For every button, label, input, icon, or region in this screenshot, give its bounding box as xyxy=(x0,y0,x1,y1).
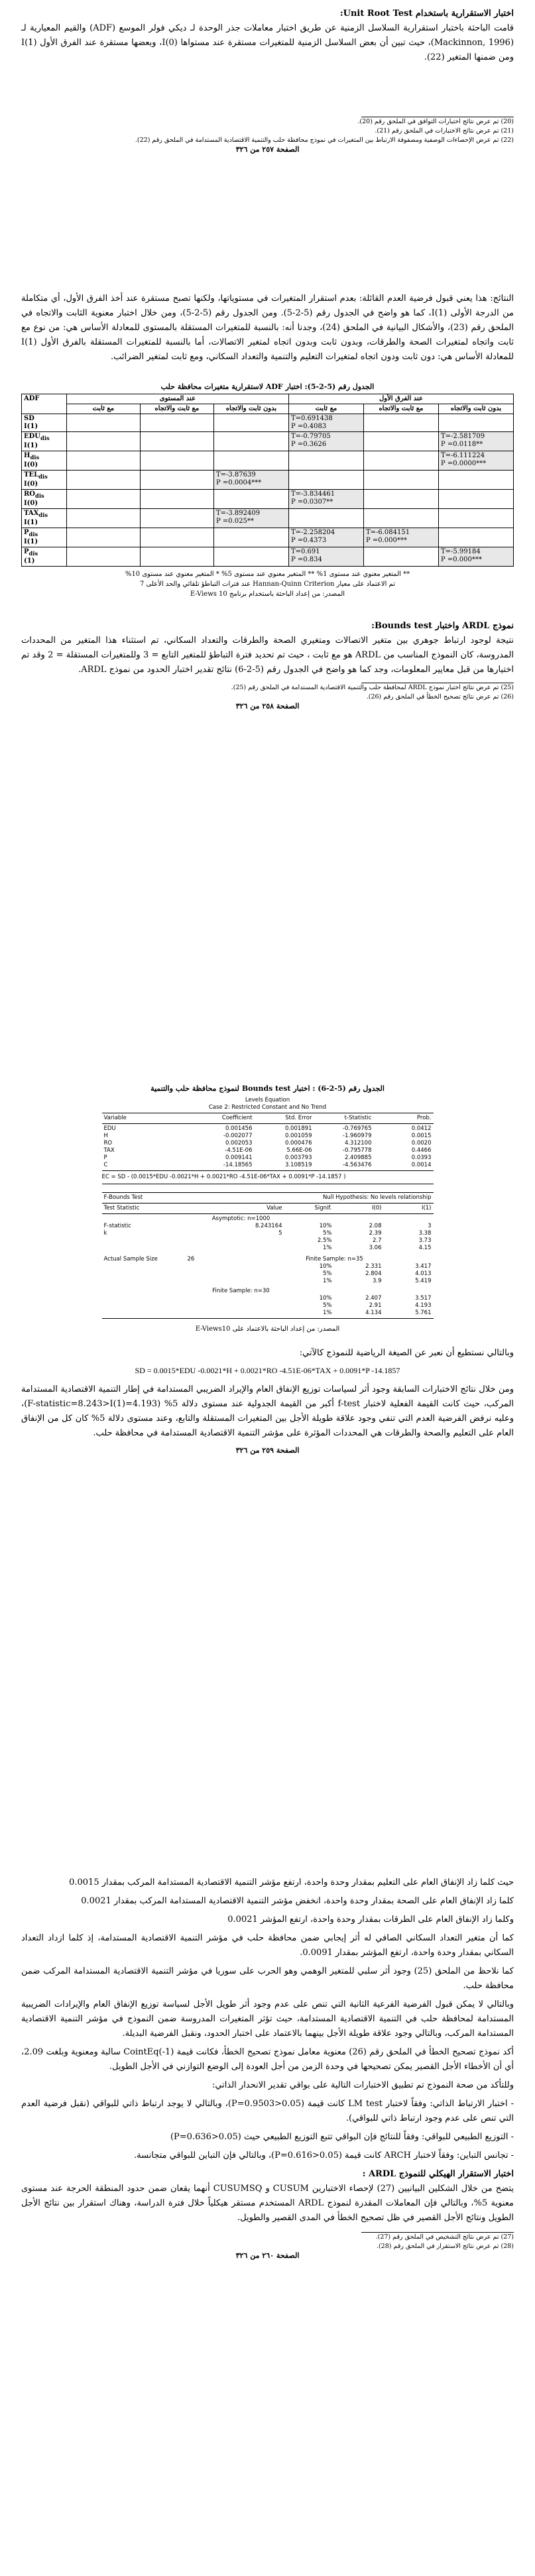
table-row xyxy=(102,1162,434,1169)
table-cell xyxy=(66,414,140,432)
ft-cell: 1% xyxy=(323,1278,332,1284)
page-number: الصفحة ٢٥٧ من ٣٢٦ xyxy=(235,145,300,154)
ft-cell xyxy=(235,1237,284,1245)
footnote: (21) تم عرض نتائج الاختبارات في الملحق رقم (21). xyxy=(375,127,514,135)
table-source: المصدر: من إعداد الباحثة بالاعتماد على E-Views10 xyxy=(195,1325,340,1333)
level-header: عند المستوى xyxy=(66,394,288,404)
table-cell xyxy=(213,547,288,567)
ft-null: Null Hypothesis: No levels relationship xyxy=(323,1194,432,1201)
ev-cell: TAX xyxy=(103,1147,115,1154)
ev-cell: -1.960979 xyxy=(342,1133,372,1139)
ev-cell: -0.002077 xyxy=(223,1133,253,1139)
table-cell xyxy=(140,509,213,528)
ft-cell: 5 xyxy=(278,1230,282,1237)
variable-subscript: dis xyxy=(38,512,48,518)
variable-subscript: dis xyxy=(30,454,40,461)
table-cell xyxy=(213,432,288,451)
ft-header: Value xyxy=(267,1205,282,1211)
table-row xyxy=(22,451,514,471)
paragraph: حيث كلما زاد الإنفاق العام على التعليم بمقدار وحدة واحدة، ارتفع مؤشر التنمية الاقتصادية المستدامة المركب بمقدار 0.0015 xyxy=(69,1877,514,1887)
table-cell: T=0.691438 P =0.4083 xyxy=(288,414,363,432)
ft-cell: F-statistic xyxy=(103,1223,131,1229)
table-cell xyxy=(66,471,140,490)
ev-header: Prob. xyxy=(416,1115,432,1121)
sub-header: مع ثابت والاتجاه xyxy=(363,404,438,414)
ev-cell: 0.0412 xyxy=(411,1125,432,1132)
ec-equation: EC = SD - (0.0015*EDU -0.0021*H + 0.0021*RO -4.51E-06*TAX + 0.0091*P -14.1857 ) xyxy=(101,1174,346,1180)
paragraph: يتضح من خلال الشكلين البيانيين (27) لإحصاء الاختبارين CUSUM و CUSUMSQ أنهما يقعان ضمن حدود المنطقة الحرجة عند مستوى معنوية 5%، وبالتالي فإن المعاملات المقدرة لنموذج ARDL المستخدم مستقر هيكلياً خلال فترة الدراسة، وهناك استقرار بين نتائج الأجل الطويل ونتائج الأجل القصير في ظل تصحيح الخطأ في المدى القصير والطويل. xyxy=(21,2184,514,2223)
ft-cell: 3.73 xyxy=(418,1237,432,1244)
table-cell xyxy=(66,490,140,509)
table-cell xyxy=(363,432,438,451)
ev-cell: -14.18565 xyxy=(223,1162,253,1168)
ev-cell: 0.002053 xyxy=(225,1140,253,1147)
page-3 xyxy=(0,1084,535,1720)
ev-cell: 5.66E-06 xyxy=(286,1147,312,1154)
ft-cell: 1% xyxy=(323,1310,332,1316)
sub-header: بدون ثابت والاتجاه xyxy=(438,404,513,414)
ev-cell: 4.312100 xyxy=(344,1140,372,1147)
integration-order: I(1) xyxy=(24,519,38,526)
table-row xyxy=(102,1237,434,1245)
variable-name: TAX xyxy=(24,510,39,517)
ev-cell: 0.0020 xyxy=(411,1140,432,1147)
table-cell xyxy=(140,471,213,490)
paragraph: النتائج: هذا يعني قبول فرضية العدم القائلة: بعدم استقرار المتغيرات في مستوياتها، ولكنها تصبح مستقرة عند أخذ الفرق الأول، أي متكاملة من الدرجة الأولى I(1)، كما هو واضح في الجدول رقم (5-2-5). ومن الجدول رقم (5-2-5)، ومن خلال اختبار معنوية الثابت والاتجاه في الملحق رقم (23)، والأشكال البيانية في الملحق (24)، وجدنا أنه: بالنسبة للمتغيرات المستقلة بالمستوى للمعادلة الأساس هي: من نوع مع ثابت واتجاه لمتغيرات الصحة والطرقات، وبدون ثابت وبدون اتجاه لمتغير الاتصالات، أما بالنسبة للمتغيرات المستقلة بالفرق الأول I(1) للمعادلة الأساس هي: دون ثابت ودون اتجاه لمتغيرات التعليم والتنمية والتعداد السكاني، ومع ثابت لمتغير الضرائب. xyxy=(21,294,514,362)
row-header xyxy=(22,547,67,567)
ft-cell: 2.7 xyxy=(372,1237,382,1244)
table-cell xyxy=(288,451,363,471)
ft-cell: 3.9 xyxy=(372,1278,382,1284)
ev-cell: 0.4466 xyxy=(411,1147,432,1154)
ft-cell: 4.15 xyxy=(418,1245,432,1251)
ev-header: t-Statistic xyxy=(344,1115,372,1121)
eviews-output xyxy=(102,1097,434,1319)
paragraph: كما أن متغير التعداد السكاني الصافي له أثر إيجابي ضمن محافظة حلب في مؤشر التنمية الاقتصادية المستدامة، إذ كلما ازداد التعداد السكاني بمقدار وحدة واحدة، ارتفع المؤشر بمقدار 0.0091. xyxy=(21,1933,514,1958)
ft-cell: 4.193 xyxy=(415,1302,432,1309)
integration-order: (1) xyxy=(24,557,35,565)
variable-subscript: dis xyxy=(38,473,48,480)
table-cell xyxy=(438,490,513,509)
ft-cell xyxy=(102,1263,235,1270)
table-cell xyxy=(140,490,213,509)
variable-name: SD xyxy=(24,415,34,422)
table-row xyxy=(22,490,514,509)
ev-cell: 0.003793 xyxy=(284,1154,312,1161)
ft-title: F-Bounds Test xyxy=(103,1194,143,1201)
variable-name: P xyxy=(24,548,29,555)
ev-cell: C xyxy=(103,1162,108,1168)
table-cell xyxy=(140,432,213,451)
footnote: (25) تم عرض نتائج اختبار نموذج ARDL لمحافظة حلب والتنمية الاقتصادية المستدامة في الملحق رقم (25). xyxy=(231,684,514,691)
variable-subscript: dis xyxy=(35,492,44,499)
variable-name: P xyxy=(24,529,29,536)
ft-header: I(1) xyxy=(421,1205,432,1211)
ev-cell: 0.000476 xyxy=(284,1140,312,1147)
ev-cell: 0.001891 xyxy=(284,1125,312,1132)
paragraph: قامت الباحثة باختبار استقرارية السلاسل الزمنية عن طريق اختبار معاملات جذر الوحدة لـ ديكي فولر الموسع (ADF) والقيم المعيارية لـ (Mackinnon, 1996)، حيث تبين أن بعض السلاسل الزمنية للمتغيرات مستقرة عند مستواها I(0)، وبعضها مستقرة عند الفرق الأول I(1) ومن ضمنها المتغير (22). xyxy=(21,23,514,62)
row-header xyxy=(22,432,67,451)
integration-order: I(0) xyxy=(24,461,38,469)
table-cell xyxy=(140,547,213,567)
ft-cell xyxy=(235,1295,284,1302)
diff-header: عند الفرق الأول xyxy=(288,394,513,404)
table-row xyxy=(102,1125,434,1133)
ft-cell: 3 xyxy=(428,1223,432,1229)
paragraph: نتيجة لوجود ارتباط جوهري بين متغير الاتصالات ومتغيري الصحة والطرقات والتعداد السكاني، تم استثناء هذا المتغير من المحددات المدروسة، كان النموذج المناسب من ARDL هو مع ثابت ، حيث تم تحديد فترة التباطؤ للمتغير التابع = 3 وللمتغيرات المستقلة = 2 وقد تم اختيارها من قبل معايير المعلومات، وجد كما هو واضح في الجدول رقم (5-2-6) نتائج تقدير اختبار الحدود من نموذج ARDL. xyxy=(21,636,514,675)
table-row xyxy=(22,471,514,490)
page-4 xyxy=(0,1876,535,2576)
variable-name: TEL xyxy=(24,471,39,478)
table-cell xyxy=(288,471,363,490)
paragraph: كلما زاد الإنفاق العام على الصحة بمقدار وحدة واحدة، انخفض مؤشر التنمية الاقتصادية المستدامة المركب بمقدار 0.0021 xyxy=(81,1896,514,1906)
ft-cell: 2.91 xyxy=(369,1302,382,1309)
paragraph: وكلما زاد الإنفاق العام على الطرقات بمقدار وحدة واحدة، ارتفع المؤشر 0.0021 xyxy=(227,1915,514,1925)
ft-cell xyxy=(102,1237,235,1245)
ft-cell: 10% xyxy=(319,1295,332,1302)
heading-stability: اختبار الاستقرار الهيكلي للنموذج ARDL : xyxy=(362,2169,514,2179)
ev-cell: -0.795778 xyxy=(342,1147,372,1154)
ev-header: Coefficient xyxy=(221,1115,253,1121)
variable-subscript: dis xyxy=(29,550,38,557)
table-cell: T=-0.79705 P =0.3626 xyxy=(288,432,363,451)
table-source: المصدر: من إعداد الباحثة باستخدام برنامج E-Views 10 xyxy=(190,590,345,598)
table-cell xyxy=(363,509,438,528)
ft-cell: 3.417 xyxy=(415,1263,432,1270)
table-cell xyxy=(66,432,140,451)
table-cell: T=-6.111224 P =0.0000*** xyxy=(438,451,513,471)
integration-order: I(1) xyxy=(24,442,38,449)
table-row xyxy=(22,547,514,567)
table-cell xyxy=(66,451,140,471)
table-cell xyxy=(288,509,363,528)
table-row xyxy=(102,1295,434,1302)
ft-cell xyxy=(102,1310,235,1317)
footnote: (28) تم عرض نتائج الاستقرار في الملحق رقم (28). xyxy=(376,2243,514,2250)
ft-cell xyxy=(102,1245,235,1252)
page-1 xyxy=(0,0,535,162)
table-caption: الجدول رقم (5-2-6) : اختبار Bounds test لنموذج محافظة حلب والتنمية xyxy=(150,1084,385,1093)
table-cell xyxy=(66,509,140,528)
ft-cell xyxy=(235,1263,284,1270)
sub-header: بدون ثابت والاتجاه xyxy=(213,404,288,414)
table-row xyxy=(22,432,514,451)
table-cell xyxy=(363,547,438,567)
table-cell: T=0.691 P =0.834 xyxy=(288,547,363,567)
table-cell: T=-2.581709 P =0.0118** xyxy=(438,432,513,451)
ft-cell xyxy=(102,1295,235,1302)
table-cell xyxy=(438,471,513,490)
table-row xyxy=(22,509,514,528)
ft-cell: 5% xyxy=(323,1270,332,1277)
table-cell: T=-3.87639 P =0.0004*** xyxy=(213,471,288,490)
ev-cell: 0.001456 xyxy=(225,1125,253,1132)
ev-cell: 3.108519 xyxy=(284,1162,312,1168)
paragraph: - تجانس التباين: وفقاً لاختبار ARCH كانت قيمة (P=0.616>0.05)، وبالتالي فإن التباين للبواقي متجانسة. xyxy=(133,2151,514,2160)
ft-header: Signif. xyxy=(314,1205,332,1211)
ft-cell xyxy=(235,1302,284,1310)
ft-cell: 5% xyxy=(323,1302,332,1309)
table-cell xyxy=(213,528,288,547)
ev-cell: H xyxy=(103,1133,108,1139)
ft-cell xyxy=(235,1270,284,1278)
model-equation: SD = 0.0015*EDU -0.0021*H + 0.0021*RO -4.51E-06*TAX + 0.0091*P -14.1857 xyxy=(135,1366,400,1375)
ft-cell: 10% xyxy=(319,1263,332,1270)
ev-cell: -0.769765 xyxy=(342,1125,372,1132)
ev-cell: 0.001059 xyxy=(284,1133,312,1139)
table-cell xyxy=(140,451,213,471)
paragraph: - اختبار الارتباط الذاتي: وفقاً لاختبار LM test كانت قيمة (P=0.9503>0.05)، وبالتالي لا يوجد ارتباط ذاتي للبواقي (نقبل فرضية العدم التي تنص على عدم وجود ارتباط ذاتي للبواقي). xyxy=(21,2099,514,2123)
ev-cell: 0.0014 xyxy=(411,1162,432,1168)
adf-label: ADF xyxy=(22,394,67,414)
ft-cell: 4.134 xyxy=(365,1310,382,1316)
adf-table xyxy=(21,394,514,567)
page-2 xyxy=(0,292,535,1014)
table-row xyxy=(102,1154,434,1162)
variable-name: H xyxy=(24,452,30,459)
ft-cell: 2.39 xyxy=(369,1230,382,1237)
ft-cell xyxy=(235,1310,284,1317)
footnote: (26) تم عرض نتائج تصحيح الخطأ في الملحق رقم (26). xyxy=(366,693,514,700)
ft-cell: 2.804 xyxy=(365,1270,382,1277)
footnote: (20) تم عرض نتائج اختبارات التوافق في الملحق رقم (20). xyxy=(357,118,514,125)
sub-header: مع ثابت xyxy=(288,404,363,414)
variable-name: EDU xyxy=(24,433,41,440)
table-cell xyxy=(140,414,213,432)
ft-cell: 5.419 xyxy=(415,1278,432,1284)
ft-cell xyxy=(102,1302,235,1310)
integration-order: I(1) xyxy=(24,423,38,430)
ft-cell: 5.761 xyxy=(415,1310,432,1316)
ft-cell xyxy=(235,1278,284,1285)
ft-cell: k xyxy=(103,1230,107,1237)
table-row xyxy=(102,1263,434,1270)
table-row xyxy=(22,528,514,547)
ev-title: Levels Equation xyxy=(245,1097,290,1103)
ev-cell: -4.51E-06 xyxy=(225,1147,253,1154)
ev-cell: 0.0015 xyxy=(411,1133,432,1139)
ev-cell: RO xyxy=(103,1140,113,1147)
table-note: تم الاعتماد على معيار Hannan-Quinn Criterion عند فترات التباطؤ تلقائي والحد الأعلى 7 xyxy=(139,581,395,588)
table-cell xyxy=(438,528,513,547)
table-cell xyxy=(213,414,288,432)
ft-cell: 8.243164 xyxy=(255,1223,282,1229)
paragraph: كما نلاحظ من الملحق (25) وجود أثر سلبي للمتغير الوهمي وهو الحرب على سوريا في مؤشر التنمية الاقتصادية المستدامة المركب ضمن محافظة حلب. xyxy=(21,1966,514,1991)
ft-cell: 4.013 xyxy=(415,1270,432,1277)
ev-cell: EDU xyxy=(103,1125,116,1132)
table-row xyxy=(102,1133,434,1140)
paragraph: - التوزيع الطبيعي للبواقي: وفقاً للنتائج فإن البواقي تتبع التوزيع الطبيعي حيث (P=0.636>0.05) xyxy=(170,2132,514,2142)
ev-header: Std. Error xyxy=(285,1115,312,1121)
table-cell xyxy=(363,414,438,432)
table-cell xyxy=(363,471,438,490)
table-row xyxy=(102,1230,434,1237)
ft-cell: 5% xyxy=(323,1230,332,1237)
ev-cell: P xyxy=(103,1154,107,1161)
table-row xyxy=(102,1223,434,1230)
variable-subscript: dis xyxy=(40,435,50,441)
table-cell: T=-2.258204 P =0.4373 xyxy=(288,528,363,547)
paragraph: أكد نموذج تصحيح الخطأ في الملحق رقم (26) معنوية معامل نموذج تصحيح الخطأ، فكانت قيمة CointEq(-1) سالبة ومعنوية وبلغت 2.09، أي أن الأخطاء الأجل القصير يمكن تصحيحها في وحدة الزمن من أجل العودة إلى الوضع التوازني في الأجل الطويل. xyxy=(21,2047,514,2072)
table-cell xyxy=(66,547,140,567)
heading-bounds-test: نموذج ARDL واختبار Bounds test: xyxy=(371,621,514,631)
integration-order: I(0) xyxy=(24,480,38,488)
table-cell xyxy=(438,509,513,528)
table-cell xyxy=(66,528,140,547)
ft-finite30: Finite Sample: n=30 xyxy=(212,1288,270,1294)
heading-unit-root: اختبار الاستقرارية باستخدام Unit Root Test: xyxy=(339,9,514,19)
table-row xyxy=(102,1310,434,1317)
table-cell xyxy=(363,451,438,471)
ev-cell: 2.409885 xyxy=(344,1154,372,1161)
paragraph: وللتأكد من صحة النموذج تم تطبيق الاختبارات التالية على بواقي تقدير الانحدار الذاتي: xyxy=(211,2080,514,2090)
ft-cell: 3.38 xyxy=(418,1230,432,1237)
table-cell: T=-3.892409 P =0.025** xyxy=(213,509,288,528)
ev-subtitle: Case 2: Restricted Constant and No Trend xyxy=(208,1104,327,1111)
ft-header: I(0) xyxy=(371,1205,382,1211)
ft-cell: 2.331 xyxy=(365,1263,382,1270)
ft-cell: 3.06 xyxy=(369,1245,382,1251)
table-row xyxy=(102,1147,434,1154)
integration-order: I(1) xyxy=(24,538,38,545)
integration-order: I(0) xyxy=(24,500,38,507)
page-number: الصفحة ٢٦٠ من ٣٢٦ xyxy=(235,2251,300,2260)
variable-subscript: dis xyxy=(29,531,38,537)
table-note: ** المتغير معنوي عند مستوى 1% ** المتغير معنوي عند مستوى 5% * المتغير معنوي عند مستوى 10% xyxy=(125,571,410,578)
ft-cell: 2.08 xyxy=(369,1223,382,1229)
row-header xyxy=(22,490,67,509)
table-cell xyxy=(363,490,438,509)
table-cell: T=-3.834461 P =0.0307** xyxy=(288,490,363,509)
table-row xyxy=(102,1278,434,1285)
table-row xyxy=(102,1302,434,1310)
row-header xyxy=(22,451,67,471)
table-row xyxy=(22,414,514,432)
ft-cell: 3.517 xyxy=(415,1295,432,1302)
ev-cell: 0.009141 xyxy=(225,1154,253,1161)
page-number: الصفحة ٢٥٩ من ٣٢٦ xyxy=(235,1446,300,1455)
sub-header: مع ثابت xyxy=(66,404,140,414)
table-row xyxy=(102,1270,434,1278)
ft-cell: 2.407 xyxy=(365,1295,382,1302)
ft-cell xyxy=(102,1270,235,1278)
footnote: (27) تم عرض نتائج التشخيص في الملحق رقم (27). xyxy=(375,2233,514,2241)
footnote: (22) تم عرض الإحصاءات الوصفية ومصفوفة الارتباط بين المتغيرات في نموذج محافظة حلب والتنمية الاقتصادية المستدامة في الملحق رقم (22). xyxy=(135,137,514,144)
table-row xyxy=(102,1140,434,1147)
ft-sample-label: Actual Sample Size xyxy=(103,1256,158,1262)
paragraph: وبالتالي نستطيع أن نعبر عن الصيغة الرياضية للنموذج كالآتي: xyxy=(299,1348,514,1358)
ft-header: Test Statistic xyxy=(103,1205,140,1211)
row-header xyxy=(22,509,67,528)
ft-sample-value: 26 xyxy=(187,1256,195,1262)
paragraph: وبالتالي لا يمكن قبول الفرضية الفرعية الثانية التي تنص على عدم وجود أثر طويل الأجل لسياسة توزيع الإنفاق العام والإيرادات الضريبية المستدامة لمحافظة حلب في التنمية الاقتصادية المستدامة، حيث تؤثر المتغيرات المدروسة ضمن النموذج في مؤشر التنمية الاقتصادية المستدامة المركب، وبالتالي وجود علاقة طويلة الأجل بينهما بالاعتماد على اختبار الحدود، ونقبل الفرضية البديلة. xyxy=(21,1999,514,2039)
table-caption: الجدول رقم (5-2-5): اختبار ADF لاستقرارية متغيرات محافظة حلب xyxy=(160,382,375,391)
table-cell: T=-6.084151 P =0.000*** xyxy=(363,528,438,547)
ev-header: Variable xyxy=(103,1115,127,1121)
ev-cell: -4.563476 xyxy=(342,1162,372,1168)
ft-cell xyxy=(235,1245,284,1252)
table-cell xyxy=(140,528,213,547)
table-row xyxy=(102,1245,434,1252)
levels-equation-table xyxy=(102,1115,434,1122)
ft-cell xyxy=(102,1278,235,1285)
sub-header: مع ثابت والاتجاه xyxy=(140,404,213,414)
ft-asym: Asymptotic: n=1000 xyxy=(211,1215,270,1222)
row-header xyxy=(22,414,67,432)
variable-name: RO xyxy=(24,490,36,498)
table-cell: T=-5.99184 P =0.000*** xyxy=(438,547,513,567)
ft-cell: 1% xyxy=(323,1245,332,1251)
row-header xyxy=(22,528,67,547)
ev-cell: 0.0393 xyxy=(411,1154,432,1161)
ft-cell: 2.5% xyxy=(317,1237,332,1244)
ft-cell: 10% xyxy=(319,1223,332,1229)
ft-finite35: Finite Sample: n=35 xyxy=(306,1256,363,1262)
row-header xyxy=(22,471,67,490)
page-number: الصفحة ٢٥٨ من ٣٢٦ xyxy=(235,702,300,710)
table-cell xyxy=(213,451,288,471)
table-cell xyxy=(438,414,513,432)
table-cell xyxy=(213,490,288,509)
paragraph: ومن خلال نتائج الاختبارات السابقة وجود أثر لسياسات توزيع الإنفاق العام والإيراد الضريبي المستدامة في إطار التنمية الاقتصادية المستدامة المركب، حيث كانت القيمة الفعلية لاختبار f-test أكبر من القيمة الجدولية عند مستوى دلالة 5% (F-statistic=8.243>I(1)=4.193)، وعليه نرفض الفرضية العدم التي تنفي وجود علاقة طويلة الأجل بين المتغيرات المستقلة والتابع، وعند مستوى دلالة 5% كان كل من الإنفاق العام على التعليم والصحة والطرقات هي المحددات المؤثرة على مؤشر التنمية الاقتصادية المستدامة في محافظة حلب. xyxy=(21,1384,514,1438)
